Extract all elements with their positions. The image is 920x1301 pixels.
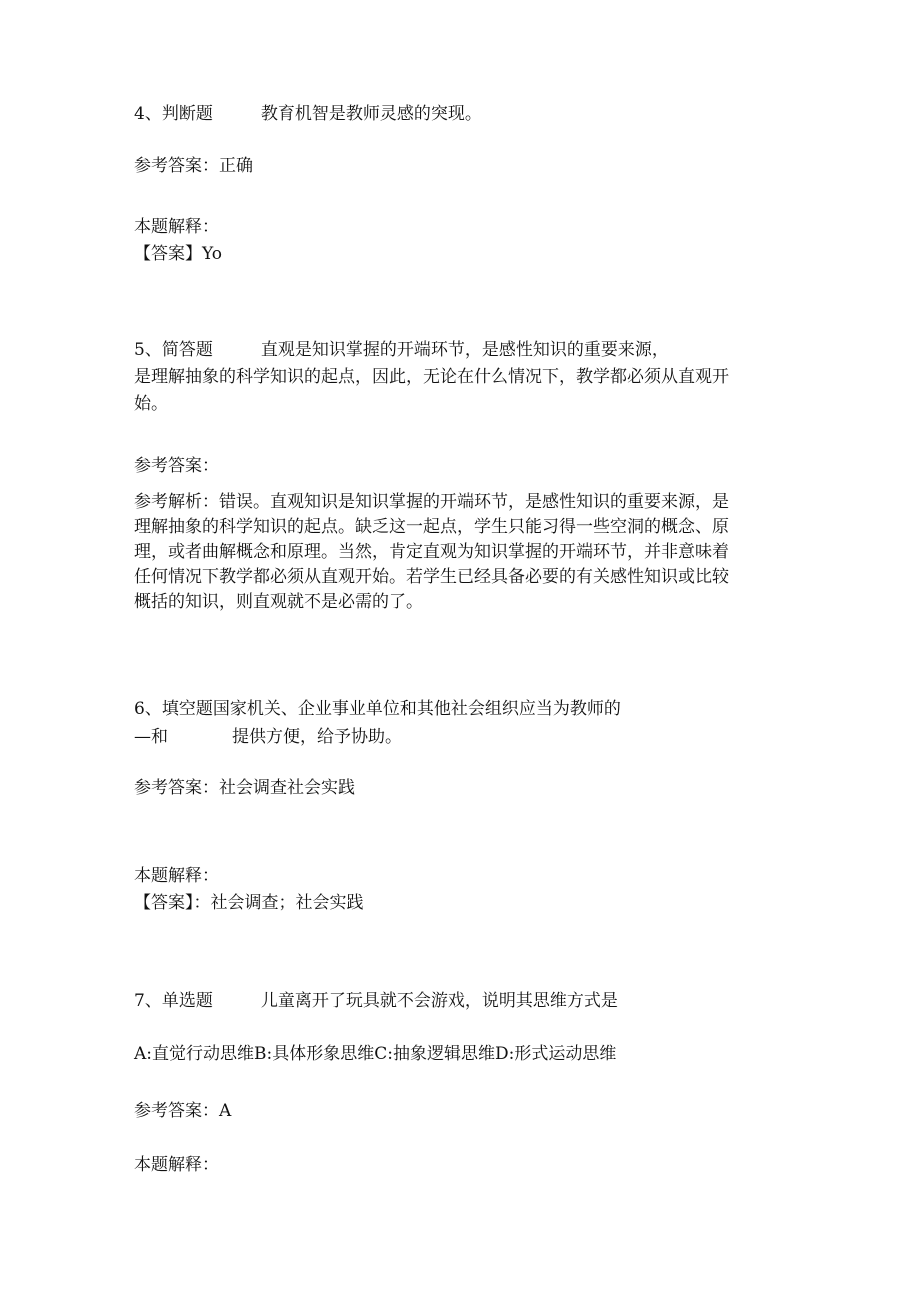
- q6-blank-part2: 提供方便，给予协助。: [232, 727, 402, 747]
- q6-stem-line2: [134, 725, 402, 749]
- q7-explain-label: 本题解释：: [134, 1155, 219, 1175]
- q7-answer: 参考答案：A: [134, 1101, 232, 1121]
- q5-analysis-line: 理，或者曲解概念和原理。当然，肯定直观为知识掌握的开端环节，并非意味着: [134, 542, 729, 562]
- q5-analysis-line: 概括的知识，则直观就不是必需的了。: [134, 592, 423, 612]
- q5-analysis-line: 理解抽象的科学知识的起点。缺乏这一起点，学生只能习得一些空洞的概念、原: [134, 517, 729, 537]
- q5-analysis-line: 任何情况下教学都必须从直观开始。若学生已经具备必要的有关感性知识或比较: [134, 567, 729, 587]
- q6-blank-part1: —和: [134, 727, 168, 747]
- q7-question: [134, 989, 618, 1013]
- q6-explain-label: 本题解释：: [134, 866, 219, 886]
- q4-number-type: 4、判断题: [134, 104, 213, 124]
- q4-explain-label: 本题解释：: [134, 217, 219, 237]
- q7-number-type: 7、单选题: [134, 991, 213, 1011]
- q6-stem-line1: 6、填空题国家机关、企业事业单位和其他社会组织应当为教师的: [134, 699, 621, 719]
- q4-stem: 教育机智是教师灵感的突现。: [260, 104, 482, 124]
- q7-options: A:直觉行动思维B:具体形象思维C:抽象逻辑思维D:形式运动思维: [134, 1044, 617, 1064]
- q5-stem-line3: 始。: [134, 394, 168, 414]
- q7-stem: 儿童离开了玩具就不会游戏，说明其思维方式是: [260, 991, 618, 1011]
- q4-answer: 参考答案：正确: [134, 156, 253, 176]
- q5-question-line1: [134, 338, 669, 362]
- q4-explain-text: 【答案】Yo: [134, 244, 222, 264]
- q5-analysis: [134, 490, 784, 615]
- q5-answer: 参考答案：: [134, 456, 219, 476]
- q4-question: [134, 102, 482, 126]
- q5-stem-line2: 是理解抽象的科学知识的起点，因此，无论在什么情况下，教学都必须从直观开: [134, 367, 729, 387]
- q6-answer: 参考答案：社会调查社会实践: [134, 778, 355, 798]
- q5-stem-line1: 直观是知识掌握的开端环节，是感性知识的重要来源，: [260, 340, 669, 360]
- q5-analysis-line: 参考解析：错误。直观知识是知识掌握的开端环节，是感性知识的重要来源，是: [134, 492, 729, 512]
- q6-explain-text: 【答案】：社会调查；社会实践: [134, 893, 364, 913]
- q5-number-type: 5、简答题: [134, 340, 213, 360]
